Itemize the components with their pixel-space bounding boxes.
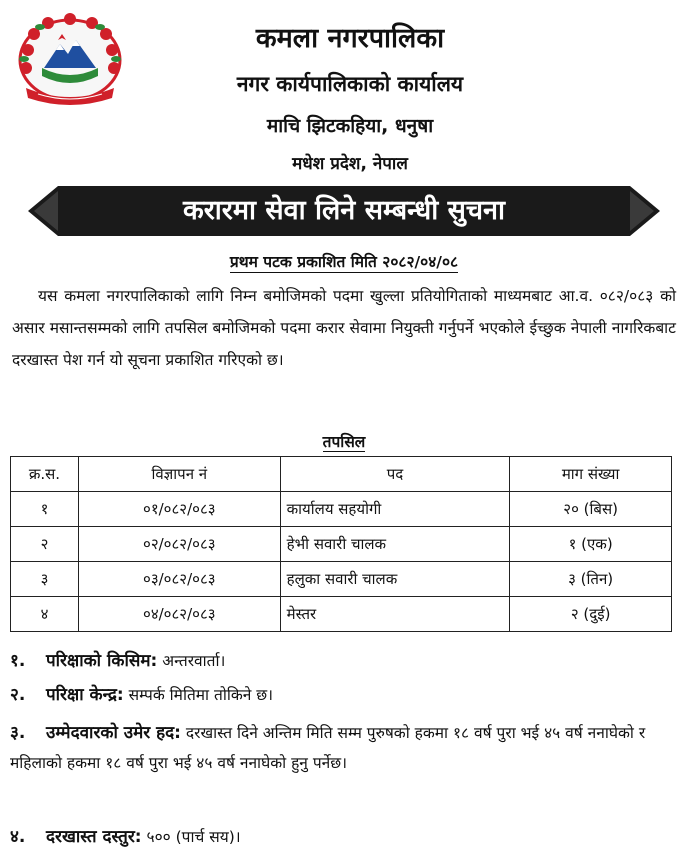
cell-serial: २ [11, 527, 79, 562]
point-text: सम्पर्क मितिमा तोकिने छ। [123, 686, 274, 704]
table-row [11, 492, 672, 527]
publish-date: प्रथम पटक प्रकाशित मिति २०८२/०४/०८ [229, 253, 459, 271]
municipality-name: कमला नगरपालिका [255, 23, 445, 54]
office-address: माचि झिटकहिया, धनुषा [266, 115, 434, 137]
cell-demand: २ (दुई) [510, 597, 672, 632]
cell-post: हलुका सवारी चालक [280, 562, 510, 597]
notice-title: करारमा सेवा लिने सम्बन्धी सुचना [183, 195, 505, 226]
table-row [11, 527, 672, 562]
cell-demand: ३ (तिन) [510, 562, 672, 597]
col-header-serial: क्र.स. [11, 457, 79, 492]
table-caption-line [0, 430, 688, 452]
point-number: १. [10, 651, 26, 671]
point-key: उम्मेदवारको उमेर हद: [46, 723, 181, 743]
cell-post: कार्यालय सहयोगी [280, 492, 510, 527]
cell-ad-number: ०४/०८२/०८३ [78, 597, 280, 632]
point-text: अन्तरवार्ता। [157, 652, 226, 670]
publish-date-line [0, 250, 688, 272]
col-header-ad-number: विज्ञापन नं [78, 457, 280, 492]
col-header-post: पद [280, 457, 510, 492]
cell-post: हेभी सवारी चालक [280, 527, 510, 562]
table-header-row [11, 457, 672, 492]
cell-demand: २० (बिस) [510, 492, 672, 527]
cell-serial: १ [11, 492, 79, 527]
title-banner [28, 186, 660, 236]
cell-ad-number: ०३/०८२/०८३ [78, 562, 280, 597]
point-exam-type [10, 646, 678, 676]
point-text: ५०० (पार्च सय)। [141, 828, 241, 846]
intro-paragraph: यस कमला नगरपालिकाको लागि निम्न बमोजिमको पदमा खुल्ला प्रतियोगिताको माध्यमबाट आ.व. ०८२/०८३ को असार मसान्तसम्मको लागि तपसिल बमोजिमको पदमा करार सेवामा नियुक्ती गर्नुपर्ने भएकोले ईच्छुक नेपाली नागरिकबाट दरखास्त पेश गर्न यो सूचना प्रकाशित गरिएको छ। [12, 287, 676, 369]
cell-post: मेस्तर [280, 597, 510, 632]
cell-ad-number: ०२/०८२/०८३ [78, 527, 280, 562]
col-header-demand: माग संख्या [510, 457, 672, 492]
point-number: २. [10, 685, 26, 705]
point-number: ४. [10, 827, 26, 847]
point-exam-center [10, 680, 678, 710]
cell-demand: १ (एक) [510, 527, 672, 562]
point-key: परिक्षा केन्द्र: [46, 685, 124, 705]
posts-table [10, 456, 672, 632]
cell-serial: ४ [11, 597, 79, 632]
office-name: नगर कार्यपालिकाको कार्यालय [236, 72, 464, 96]
point-age-limit [10, 718, 678, 778]
table-caption: तपसिल [322, 433, 366, 451]
point-number: ३. [10, 723, 26, 743]
table-row [11, 562, 672, 597]
nepal-emblem-icon [8, 10, 132, 112]
table-row [11, 597, 672, 632]
government-emblem [8, 10, 132, 112]
point-application-fee [10, 822, 678, 852]
province-name: मधेश प्रदेश, नेपाल [292, 154, 408, 174]
point-text: दरखास्त दिने अन्तिम मिति सम्म पुरुषको हकमा १८ वर्ष पुरा भई ४५ वर्ष ननाघेको र महिलाको हकमा १८ वर्ष पुरा भई ४५ वर्ष ननाघेको हुनु पर्नेछ। [10, 724, 646, 772]
point-key: दरखास्त दस्तुर: [46, 827, 142, 847]
cell-serial: ३ [11, 562, 79, 597]
cell-ad-number: ०१/०८२/०८३ [78, 492, 280, 527]
point-key: परिक्षाको किसिम: [46, 651, 158, 671]
